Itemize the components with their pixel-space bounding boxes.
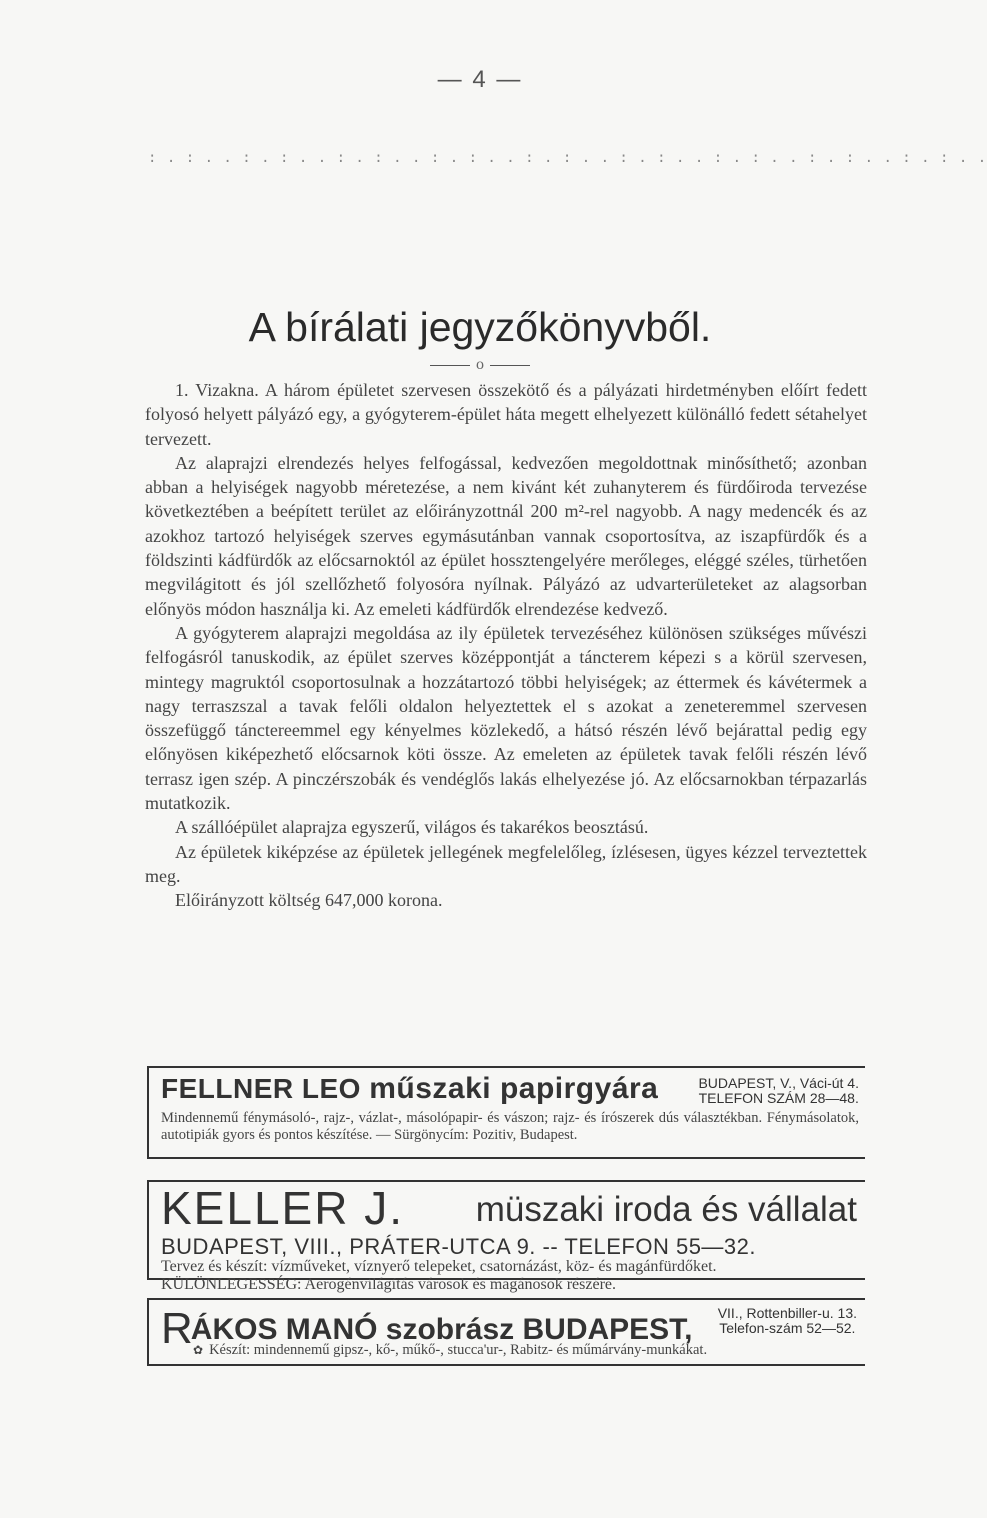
heading-divider xyxy=(0,356,960,374)
divider-mark: o xyxy=(476,356,484,373)
advert-rakos-address-line2: Telefon-szám 52—52. xyxy=(719,1320,856,1336)
advert-rakos-name: ÁKOS MANÓ szobrász BUDAPEST, xyxy=(190,1313,693,1346)
dotted-ornament-rule: : . : . . : . : . . : . : . . : . : . . : . : . . : . : . . : . : . . : . : . . : . : . . xyxy=(148,150,987,166)
advert-fellner-address-line2: TELEFON SZÁM 28—48. xyxy=(698,1090,859,1106)
advert-rakos-address-line1: VII., Rottenbiller-u. 13. xyxy=(717,1305,857,1321)
advert-rakos-description-text: Készít: mindennemű gipsz-, kő-, műkő-, stucca'ur-, Rabitz- és műmárvány-munkákat. xyxy=(209,1342,708,1358)
advert-rakos-description xyxy=(193,1342,857,1359)
advert-fellner-title xyxy=(161,1072,658,1106)
advert-keller-slogan: müszaki iroda és vállalat xyxy=(475,1190,857,1229)
advert-keller-address: BUDAPEST, VIII., PRÁTER-UTCA 9. -- TELEFON 55—32. xyxy=(161,1234,757,1259)
advert-fellner-address xyxy=(698,1076,859,1106)
paragraph-5: Az épületek kiképzése az épületek jellegének megfelelőleg, ízlésesen, ügyes kézzel terveztettek meg. xyxy=(145,841,867,886)
report-body xyxy=(145,378,867,913)
paragraph-1: 1. Vizakna. A három épületet szervesen összekötő és a pályázati hirdetményben előírt fedett folyosó helyett pályázó egy, a gyógyterem-épület háta megett elhelyezett különálló fedett sétahelyet tervezett. xyxy=(145,380,867,449)
advert-rakos-initial: R xyxy=(161,1304,193,1353)
divider-line-left xyxy=(430,365,470,366)
advert-rakos-address xyxy=(718,1306,857,1336)
advert-fellner-trade: műszaki papirgyára xyxy=(369,1072,659,1105)
paragraph-4: A szállóépület alaprajza egyszerű, világos és takarékos beosztású. xyxy=(175,817,649,838)
advert-fellner-name: FELLNER LEO xyxy=(161,1073,361,1104)
advert-fellner-description: Mindennemű fénymásoló-, rajz-, vázlat-, másolópapir- és vászon; rajz- és írószerek dús választékban. Fénymásolatok, autotipiák gyors és pontos készítése. — Sürgönycím: Pozitiv, Budapest. xyxy=(161,1110,859,1143)
page-number: — 4 — xyxy=(437,66,523,93)
advert-rakos-mark-icon: ✿ xyxy=(193,1343,204,1357)
paragraph-6: Előirányzott költség 647,000 korona. xyxy=(175,890,443,911)
divider-line-right xyxy=(490,365,530,366)
advert-fellner-address-line1: BUDAPEST, V., Váci-út 4. xyxy=(698,1075,859,1091)
advert-keller xyxy=(147,1180,865,1293)
section-heading: A bírálati jegyzőkönyvből. xyxy=(248,304,712,350)
advert-fellner xyxy=(147,1066,865,1159)
paragraph-2: Az alaprajzi elrendezés helyes felfogással, kedvezően megoldottnak minősíthető; azonban abban a helyiségek nagyobb méretezése, a nem kivánt két zuhanyterem és fürdőiroda tervezése következtében a beépített terület az előirányzottnál 200 m²-rel nagyobb. A nagy medencék és az azokhoz tartozó helyiségek szerves egymásutánban vannak csoportosítva, az iszapfürdők és a földszinti kádfürdők az előcsarnoktól az épület hossztengelyére merőleges, eléggé széles, türhetően megvilágitott és jól szellőzhető folyosóra nyílnak. Pályázó az udvarterületeket az alagsorban előnyös módon használja ki. Az emeleti kádfürdők elrendezése kedvező. xyxy=(145,452,867,619)
advert-keller-name: KELLER J. xyxy=(161,1182,404,1234)
paragraph-3: A gyógyterem alaprajzi megoldása az ily épületek tervezéséhez különösen szükséges művészi felfogásról tanuskodik, az épület szerves középpontját a táncterem képezi s a körül szervesen, mintegy magruktól csoportosulnak a hozzátartozó többi helyiségek; az éttermek és kávétermek a nagy terraszszal a tavak felőli oldalon helyeztettek el s azokat a zeneteremmel szervesen összefüggő tánctereemmel egy kényelmes közlekedő, a hátsó részén lévő bejárattal pedig egy előnyösen kiképezhető előcsarnok köti össze. Az emeleten az épületek tavak felőli részén lévő terrasz igen szép. A pinczérszobák és vendéglős lakás elhelyezése jó. Az előcsarnokban térpazarlás mutatkozik. xyxy=(145,622,867,814)
advert-keller-description: Tervez és készít: vízműveket, víznyerő telepeket, csatornázást, köz- és magánfürdőket. KÜLÖNLEGESSÉG: Aerogénvilágítás városok és magánosok részére. xyxy=(161,1258,717,1293)
advert-rakos xyxy=(147,1298,865,1366)
